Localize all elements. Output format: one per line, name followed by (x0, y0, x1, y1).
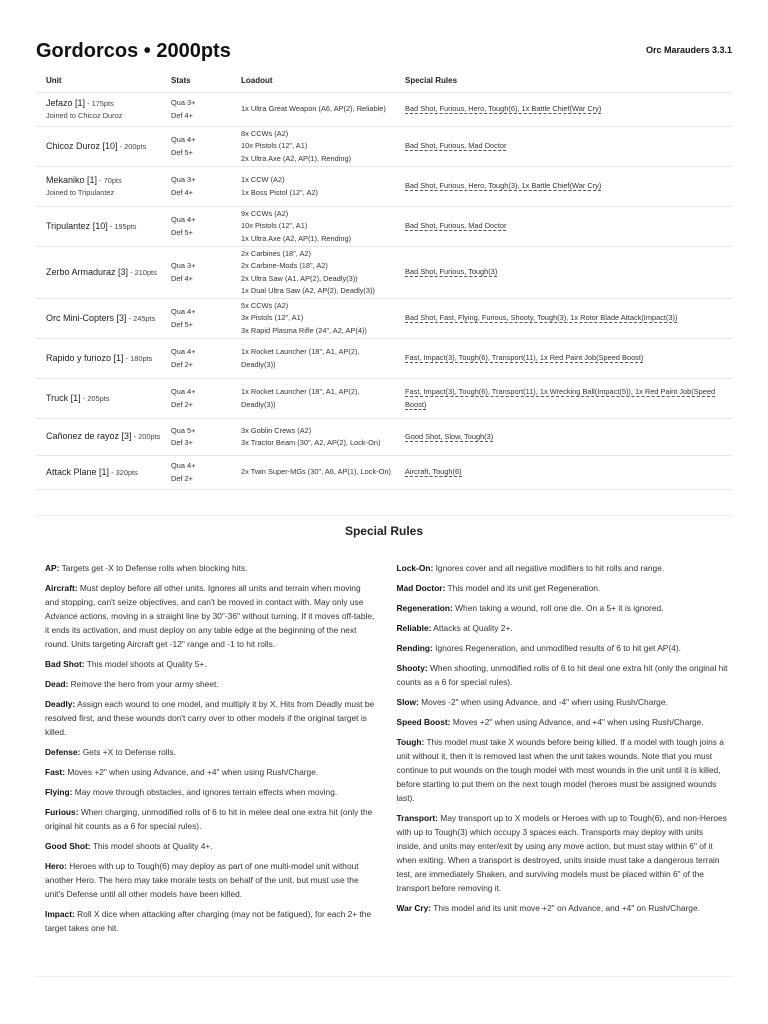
stat-value: Def 3+ (171, 438, 193, 447)
special-rule (397, 621, 729, 635)
loadout-item: 2x Ultra Axe (A2, AP(1), Rending) (241, 153, 352, 163)
rule-name: Dead: (45, 679, 69, 689)
divider (36, 976, 732, 977)
table-row (36, 167, 732, 207)
column-header-special-rules: Special Rules (405, 75, 458, 85)
unit-points: - 205pts (80, 393, 110, 403)
special-rule (45, 657, 377, 671)
table-row (36, 127, 732, 167)
stat-value: Def 4+ (171, 110, 193, 120)
loadout-item: 1x Ultra Axe (A2, AP(1), Rending) (241, 233, 352, 243)
special-rule (397, 695, 729, 709)
rule-name: Deadly: (45, 699, 76, 709)
table-header-row (36, 68, 732, 93)
unit-points: - 200pts (117, 141, 147, 151)
stats-cell (161, 339, 231, 379)
special-rule (397, 601, 729, 615)
stats-cell (161, 127, 231, 167)
rule-description: This model shoots at Quality 4+. (92, 841, 213, 851)
special-rule (397, 661, 729, 689)
special-rules-column-left (45, 561, 377, 941)
rule-name: Speed Boost: (396, 717, 451, 727)
stat-value: Def 4+ (171, 187, 193, 197)
special-rules-text: Bad Shot, Furious, Tough(3) (405, 267, 498, 277)
rule-name: Lock-On: (396, 563, 434, 573)
column-header-unit: Unit (46, 75, 62, 85)
rule-name: Aircraft: (45, 583, 78, 593)
loadout-cell (231, 299, 395, 339)
joined-note: Joined to Chicoz Duroz (46, 111, 123, 120)
loadout-item: 5x CCWs (A2) (241, 300, 289, 310)
stat-value: Def 5+ (171, 147, 193, 157)
rule-description: This model must take X wounds before being killed. If a model with tough joins a unit without it, then it is removed last when the unit takes wounds. Note that you must continue to put wounds on the tough model with most wounds in the unit until it is killed, before starting to put them on the next tough model (heroes must be assigned wounds last). (396, 737, 724, 803)
unit-points: - 70pts (97, 175, 122, 185)
special-rules-cell (395, 339, 732, 379)
army-book-version: Orc Marauders 3.3.1 (645, 45, 732, 55)
unit-points: - 210pts (128, 267, 157, 277)
loadout-item: 3x Pistols (12", A1) (241, 313, 304, 323)
joined-note: Joined to Tripulantez (46, 188, 115, 197)
stat-value: Def 4+ (171, 273, 193, 283)
rule-name: Impact: (45, 909, 75, 919)
rule-name: Shooty: (396, 663, 428, 673)
loadout-item: 1x Dual Ultra Saw (A2, AP(2), Deadly(3)) (241, 286, 375, 295)
rule-name: Regeneration: (396, 603, 453, 613)
table-row (36, 247, 732, 299)
special-rules-text: Aircraft, Tough(6) (405, 467, 462, 477)
rule-name: Slow: (396, 697, 419, 707)
special-rules-cell (395, 299, 732, 339)
stats-cell (161, 167, 231, 207)
rule-name: Bad Shot: (45, 659, 85, 669)
stats-cell (161, 419, 231, 456)
table-row (36, 93, 732, 127)
special-rule (45, 805, 377, 833)
rule-name: Good Shot: (45, 841, 91, 851)
unit-cell (36, 299, 161, 339)
table-row (36, 339, 732, 379)
rule-description: Remove the hero from your army sheet. (70, 679, 219, 689)
unit-name: Tripulantez [10] (46, 220, 108, 231)
rule-description: Roll X dice when attacking after charging (may not be fatigued), for each 2+ the target takes one hit. (45, 909, 372, 933)
unit-name: Orc Mini-Copters [3] (46, 312, 127, 323)
special-rule (45, 697, 377, 739)
special-rule (397, 715, 729, 729)
loadout-cell (231, 247, 395, 299)
special-rule (45, 581, 377, 651)
rule-name: War Cry: (396, 903, 432, 913)
rule-description: May transport up to X models or Heroes with up to Tough(6), and non-Heroes with up to Tough(3) which occupy 3 spaces each. Transports may deploy with units inside, and units may enter/exit by using any move action, but must stay within 6" of it when exiting. When a transport is destroyed, units inside must take a dangerous terrain test, are immediately Shaken, and surviving models must be placed within 6" of the transport before removing it. (396, 813, 727, 893)
stats-cell (161, 207, 231, 247)
rule-name: Defense: (45, 747, 81, 757)
unit-cell (36, 167, 161, 207)
loadout-item: 2x Carbine-Mods (18", A2) (241, 261, 328, 270)
table-row (36, 299, 732, 339)
unit-name: Rapido y furiozo [1] (46, 352, 124, 363)
special-rules-column-right (397, 561, 729, 941)
special-rules-list (45, 561, 728, 941)
rule-name: Furious: (45, 807, 79, 817)
rule-description: This model and its unit move +2" on Advance, and +4" on Rush/Charge. (433, 903, 700, 913)
loadout-item: 1x CCW (A2) (241, 175, 285, 184)
stat-value: Def 2+ (171, 359, 193, 369)
rule-name: Flying: (45, 787, 73, 797)
rule-description: Targets get -X to Defense rolls when blocking hits. (61, 563, 248, 573)
unit-cell (36, 339, 161, 379)
column-header-stats: Stats (171, 75, 191, 85)
stats-cell (161, 93, 231, 127)
loadout-item: 9x CCWs (A2) (241, 208, 289, 218)
stat-value: Qua 3+ (171, 261, 196, 270)
rule-name: Hero: (45, 861, 67, 871)
special-rules-cell (395, 207, 732, 247)
unit-name: Zerbo Armaduraz [3] (46, 266, 129, 277)
unit-name: Cañonez de rayoz [3] (46, 431, 132, 442)
stat-value: Def 5+ (171, 319, 193, 329)
page-header (36, 40, 732, 66)
stat-value: Qua 4+ (171, 307, 196, 316)
loadout-cell (231, 456, 395, 490)
unit-cell (36, 207, 161, 247)
stat-value: Def 2+ (171, 399, 193, 409)
rule-name: Reliable: (396, 623, 432, 633)
table-row (36, 207, 732, 247)
loadout-cell (231, 339, 395, 379)
special-rule (45, 785, 377, 799)
stats-cell (161, 247, 231, 299)
special-rule (397, 811, 729, 895)
unit-cell (36, 93, 161, 127)
special-rule (397, 561, 729, 575)
rule-description: Assign each wound to one model, and multiply it by X. Hits from Deadly must be resolved first, and these wounds don't carry over to other models if the original target is killed. (45, 699, 375, 737)
loadout-item: 3x Rapid Plasma Rifle (24", A2, AP(4)) (241, 325, 367, 335)
special-rule (45, 907, 377, 935)
rule-description: When taking a wound, roll one die. On a 5+ it is ignored. (455, 603, 664, 613)
loadout-item: 10x Pistols (12", A1) (241, 141, 308, 151)
table-row (36, 419, 732, 456)
special-rules-cell (395, 456, 732, 490)
unit-points: - 180pts (123, 353, 153, 363)
special-rules-text: Bad Shot, Fast, Flying, Furious, Shooty, Tough(3), 1x Rotor Blade Attack(Impact(3)) (405, 313, 678, 323)
stats-cell (161, 456, 231, 490)
special-rules-text: Bad Shot, Furious, Mad Doctor (405, 141, 507, 151)
rule-description: Moves +2" when using Advance, and +4" when using Rush/Charge. (67, 767, 319, 777)
loadout-item: 1x Rocket Launcher (18", A1, AP(2), Deadly(3)) (241, 347, 360, 369)
table-row (36, 379, 732, 419)
unit-cell (36, 247, 161, 299)
special-rules-text: Fast, Impact(3), Tough(6), Transport(11), 1x Red Paint Job(Speed Boost) (405, 353, 644, 363)
rule-description: May move through obstacles, and ignores terrain effects when moving. (74, 787, 338, 797)
rule-description: When charging, unmodified rolls of 6 to hit in melee deal one extra hit (only the original hit counts as a 6 for special rules). (45, 807, 373, 831)
rule-name: Transport: (396, 813, 438, 823)
loadout-item: 3x Tractor Beam (30", A2, AP(2), Lock-On) (241, 438, 381, 447)
stat-value: Qua 3+ (171, 175, 196, 184)
special-rule (397, 735, 729, 805)
unit-points: - 320pts (109, 467, 138, 477)
loadout-item: 1x Rocket Launcher (18", A1, AP(2), Deadly(3)) (241, 387, 360, 409)
loadout-item: 2x Carbines (18", A2) (241, 248, 311, 258)
unit-cell (36, 127, 161, 167)
stat-value: Qua 3+ (171, 98, 196, 107)
unit-name: Chicoz Duroz [10] (46, 140, 118, 151)
loadout-cell (231, 93, 395, 127)
army-list-table (36, 68, 732, 490)
loadout-cell (231, 167, 395, 207)
rule-description: Must deploy before all other units. Ignores all units and terrain when moving and stopping, can't seize objectives, and can't be moved in contact with. May only use Advance actions, moving in a straight line by 30"-36" without turning. If it moves off-table, it ends its activation, and must deploy on any table edge at the beginning of the next round. Units targeting Aircraft get -12" range and -1 to hit rolls. (45, 583, 375, 649)
stat-value: Qua 4+ (171, 135, 196, 144)
loadout-item: 3x Goblin Crews (A2) (241, 425, 312, 435)
stat-value: Def 2+ (171, 473, 193, 483)
rule-description: This model shoots at Quality 5+. (86, 659, 207, 669)
rule-description: Moves -2" when using Advance, and -4" when using Rush/Charge. (421, 697, 668, 707)
rule-description: Attacks at Quality 2+. (433, 623, 513, 633)
stat-value: Qua 4+ (171, 387, 196, 396)
rule-description: When shooting, unmodified rolls of 6 to hit deal one extra hit (only the original hit counts as a 6 for special rules). (396, 663, 728, 687)
stats-cell (161, 379, 231, 419)
divider (36, 515, 732, 516)
special-rules-cell (395, 167, 732, 207)
loadout-item: 8x CCWs (A2) (241, 128, 289, 138)
rule-description: This model and its unit get Regeneration. (447, 583, 601, 593)
rule-description: Ignores Regeneration, and unmodified results of 6 to hit get AP(4). (435, 643, 681, 653)
loadout-item: 2x Twin Super-MGs (30", A6, AP(1), Lock-On) (241, 467, 391, 477)
special-rules-cell (395, 93, 732, 127)
rule-description: Gets +X to Defense rolls. (82, 747, 177, 757)
unit-points: - 245pts (126, 313, 156, 323)
special-rule (45, 677, 377, 691)
special-rules-text: Fast, Impact(3), Tough(6), Transport(11), 1x Wrecking Ball(Impact(5)), 1x Red Paint Job(Speed Boost) (405, 387, 716, 409)
stat-value: Qua 4+ (171, 215, 196, 224)
unit-points: - 175pts (85, 98, 114, 108)
rule-name: Fast: (45, 767, 66, 777)
rule-description: Ignores cover and all negative modifiers to hit rolls and range. (435, 563, 665, 573)
unit-points: - 200pts (131, 432, 161, 442)
stat-value: Def 5+ (171, 227, 193, 237)
unit-cell (36, 419, 161, 456)
special-rule (397, 901, 729, 915)
special-rule (45, 859, 377, 901)
rule-name: Mad Doctor: (396, 583, 446, 593)
loadout-cell (231, 419, 395, 456)
stat-value: Qua 4+ (171, 347, 196, 356)
special-rule (45, 745, 377, 759)
special-rules-text: Bad Shot, Furious, Hero, Tough(3), 1x Battle Chief(War Cry) (405, 181, 602, 191)
special-rules-cell (395, 379, 732, 419)
loadout-item: 1x Ultra Great Weapon (A6, AP(2), Reliable) (241, 104, 386, 114)
rule-description: Moves +2" when using Advance, and +4" when using Rush/Charge. (452, 717, 704, 727)
table-row (36, 456, 732, 490)
special-rule (45, 765, 377, 779)
unit-cell (36, 456, 161, 490)
special-rules-heading: Special Rules (344, 524, 424, 538)
special-rule (45, 561, 377, 575)
special-rules-text: Good Shot, Slow, Tough(3) (405, 431, 494, 441)
special-rules-cell (395, 419, 732, 456)
loadout-item: 2x Ultra Saw (A1, AP(2), Deadly(3)) (241, 273, 358, 283)
special-rules-text: Bad Shot, Furious, Hero, Tough(6), 1x Battle Chief(War Cry) (405, 104, 602, 114)
column-header-loadout: Loadout (241, 75, 273, 85)
rule-name: AP: (45, 563, 60, 573)
unit-name: Mekaniko [1] (46, 174, 98, 185)
stat-value: Qua 4+ (171, 461, 196, 470)
special-rule (397, 641, 729, 655)
special-rule (397, 581, 729, 595)
loadout-cell (231, 379, 395, 419)
unit-points: - 195pts (107, 221, 137, 231)
special-rules-cell (395, 127, 732, 167)
special-rules-text: Bad Shot, Furious, Mad Doctor (405, 221, 507, 231)
stat-value: Qua 5+ (171, 425, 196, 435)
special-rules-cell (395, 247, 732, 299)
unit-name: Attack Plane [1] (46, 466, 110, 477)
loadout-item: 10x Pistols (12", A1) (241, 221, 308, 231)
unit-cell (36, 379, 161, 419)
rule-name: Rending: (396, 643, 433, 653)
loadout-cell (231, 207, 395, 247)
unit-name: Truck [1] (46, 392, 81, 403)
loadout-cell (231, 127, 395, 167)
stats-cell (161, 299, 231, 339)
page-title: Gordorcos • 2000pts (36, 40, 231, 62)
rule-name: Tough: (396, 737, 425, 747)
unit-name: Jefazo [1] (46, 97, 86, 108)
special-rule (45, 839, 377, 853)
rule-description: Heroes with up to Tough(6) may deploy as part of one multi-model unit without another Hero. The hero may take morale tests on behalf of the unit, but must use the unit's Defense until all other models have been killed. (45, 861, 359, 899)
loadout-item: 1x Boss Pistol (12", A2) (241, 187, 318, 197)
